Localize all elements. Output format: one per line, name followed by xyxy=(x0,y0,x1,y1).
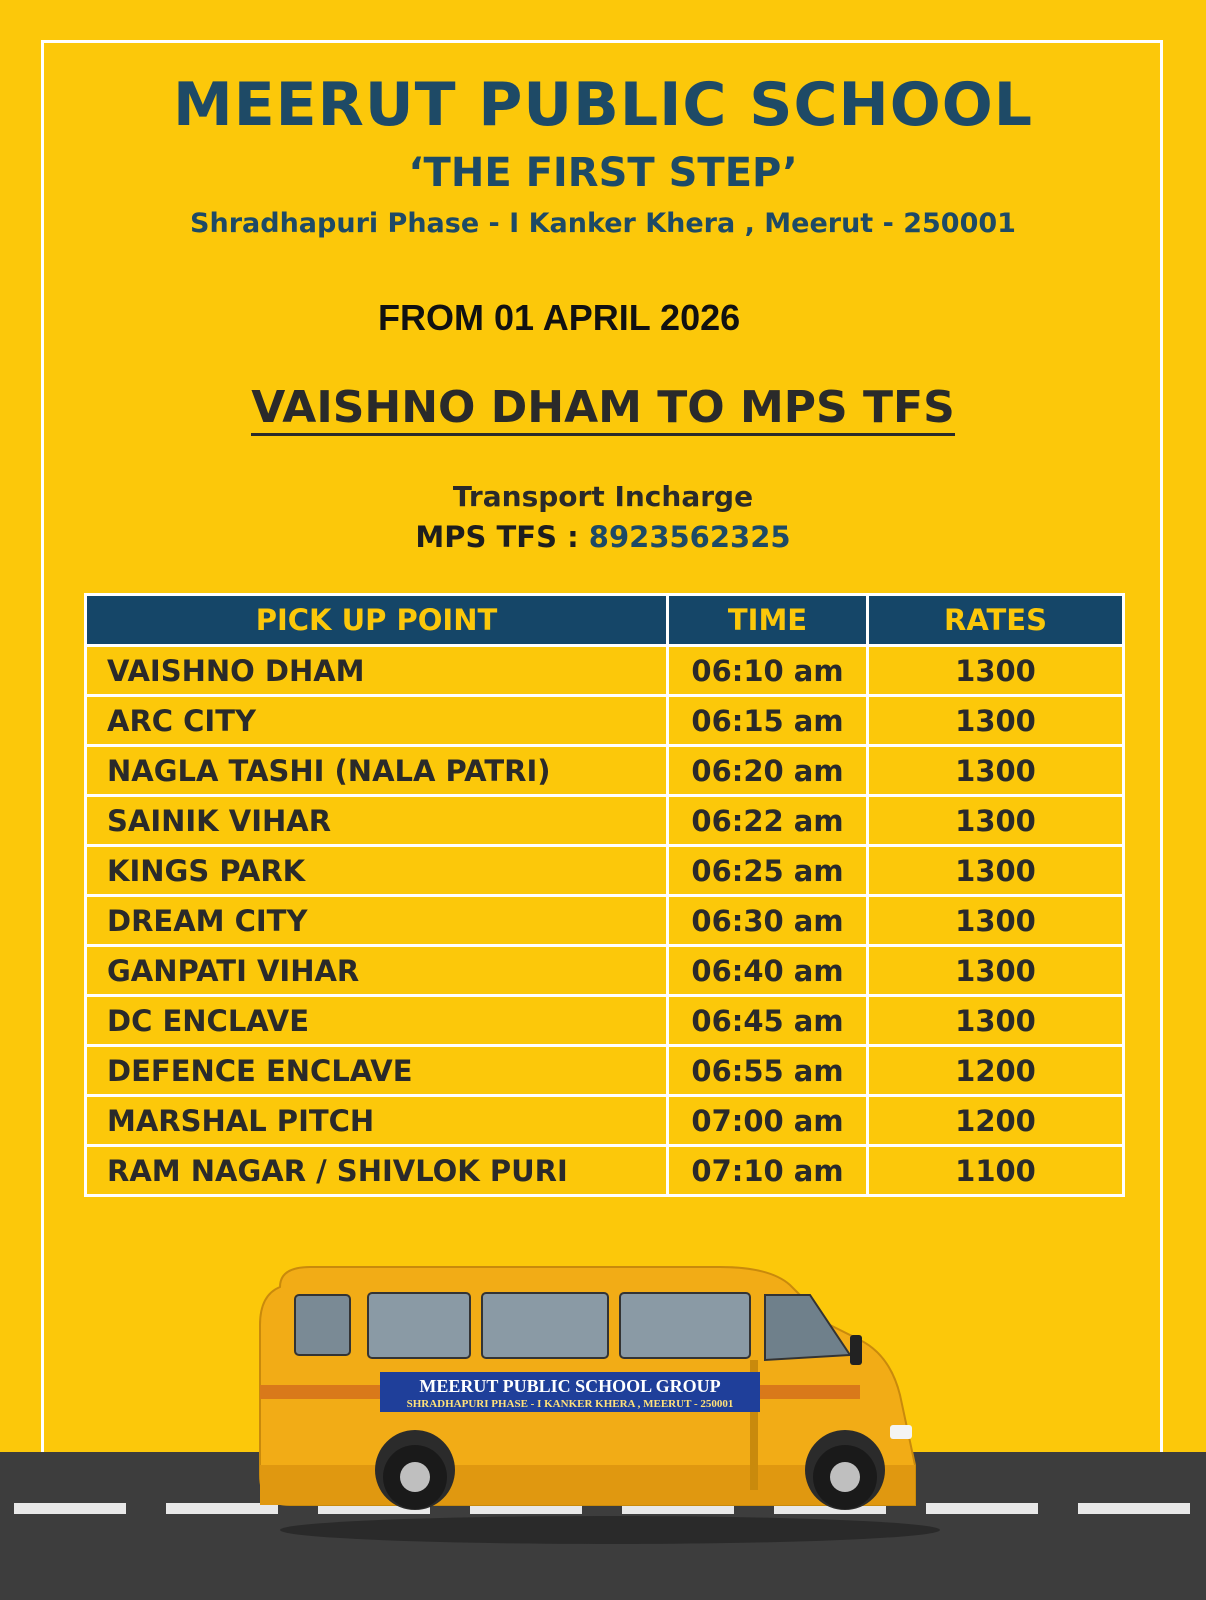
route-title: VAISHNO DHAM TO MPS TFS xyxy=(251,382,955,436)
pickup-point: KINGS PARK xyxy=(86,846,668,896)
road-dash xyxy=(1078,1503,1190,1514)
bus-banner-line-1: MEERUT PUBLIC SCHOOL GROUP xyxy=(419,1376,721,1396)
table-row xyxy=(86,1046,1124,1096)
contact-phone: 8923562325 xyxy=(588,520,791,554)
pickup-time: 06:40 am xyxy=(668,946,868,996)
rear-window xyxy=(295,1295,350,1355)
header-pickup-point: PICK UP POINT xyxy=(86,595,668,646)
table-row xyxy=(86,746,1124,796)
pickup-rate: 1300 xyxy=(868,646,1124,696)
pickup-rate: 1100 xyxy=(868,1146,1124,1196)
table-row xyxy=(86,996,1124,1046)
bus-banner-line-2: SHRADHAPURI PHASE - I KANKER KHERA , MEERUT - 250001 xyxy=(406,1398,734,1410)
bus-window xyxy=(620,1293,750,1358)
pickup-rate: 1300 xyxy=(868,746,1124,796)
transport-incharge-label: Transport Incharge xyxy=(452,480,754,513)
table-row xyxy=(86,696,1124,746)
pickup-point: RAM NAGAR / SHIVLOK PURI xyxy=(86,1146,668,1196)
school-address: Shradhapuri Phase - I Kanker Khera , Meerut - 250001 xyxy=(190,208,1016,239)
pickup-rate: 1300 xyxy=(868,996,1124,1046)
pickup-point: VAISHNO DHAM xyxy=(86,646,668,696)
bus-window xyxy=(482,1293,608,1358)
effective-date: FROM 01 APRIL 2026 xyxy=(378,297,741,338)
pickup-point: NAGLA TASHI (NALA PATRI) xyxy=(86,746,668,796)
pickup-rate: 1200 xyxy=(868,1046,1124,1096)
front-window xyxy=(765,1295,850,1360)
contact-line xyxy=(0,520,1206,554)
pickup-rate: 1300 xyxy=(868,796,1124,846)
pickup-point: DEFENCE ENCLAVE xyxy=(86,1046,668,1096)
pickup-time: 06:10 am xyxy=(668,646,868,696)
pickup-point: GANPATI VIHAR xyxy=(86,946,668,996)
pickup-time: 06:55 am xyxy=(668,1046,868,1096)
school-tagline: ‘THE FIRST STEP’ xyxy=(408,150,798,196)
pickup-time: 06:22 am xyxy=(668,796,868,846)
pickup-point: DC ENCLAVE xyxy=(86,996,668,1046)
pickup-rate: 1300 xyxy=(868,696,1124,746)
table-row xyxy=(86,896,1124,946)
pickup-point: DREAM CITY xyxy=(86,896,668,946)
pickup-point: SAINIK VIHAR xyxy=(86,796,668,846)
pickup-rate: 1300 xyxy=(868,846,1124,896)
table-row xyxy=(86,846,1124,896)
bus-window xyxy=(368,1293,470,1358)
route-title-wrapper xyxy=(0,382,1206,433)
school-name: MEERUT PUBLIC SCHOOL xyxy=(172,70,1034,140)
pickup-time: 07:10 am xyxy=(668,1146,868,1196)
pickup-schedule-table xyxy=(84,593,1125,1197)
pickup-rate: 1300 xyxy=(868,946,1124,996)
pickup-point: ARC CITY xyxy=(86,696,668,746)
bus-shadow xyxy=(280,1516,940,1544)
table-row xyxy=(86,646,1124,696)
side-mirror xyxy=(850,1335,862,1365)
contact-prefix: MPS TFS : xyxy=(415,520,589,554)
pickup-time: 06:30 am xyxy=(668,896,868,946)
school-bus-illustration xyxy=(250,1265,970,1555)
pickup-time: 06:20 am xyxy=(668,746,868,796)
pickup-rate: 1200 xyxy=(868,1096,1124,1146)
headlight xyxy=(890,1425,912,1439)
pickup-time: 06:25 am xyxy=(668,846,868,896)
table-row xyxy=(86,1146,1124,1196)
table-row xyxy=(86,1096,1124,1146)
pickup-rate: 1300 xyxy=(868,896,1124,946)
front-hubcap xyxy=(830,1462,860,1492)
table-row xyxy=(86,796,1124,846)
table-header-row xyxy=(86,595,1124,646)
pickup-time: 06:15 am xyxy=(668,696,868,746)
pickup-point: MARSHAL PITCH xyxy=(86,1096,668,1146)
header-time: TIME xyxy=(668,595,868,646)
pickup-time: 07:00 am xyxy=(668,1096,868,1146)
road-dash xyxy=(14,1503,126,1514)
rear-hubcap xyxy=(400,1462,430,1492)
header-rates: RATES xyxy=(868,595,1124,646)
table-row xyxy=(86,946,1124,996)
pickup-time: 06:45 am xyxy=(668,996,868,1046)
